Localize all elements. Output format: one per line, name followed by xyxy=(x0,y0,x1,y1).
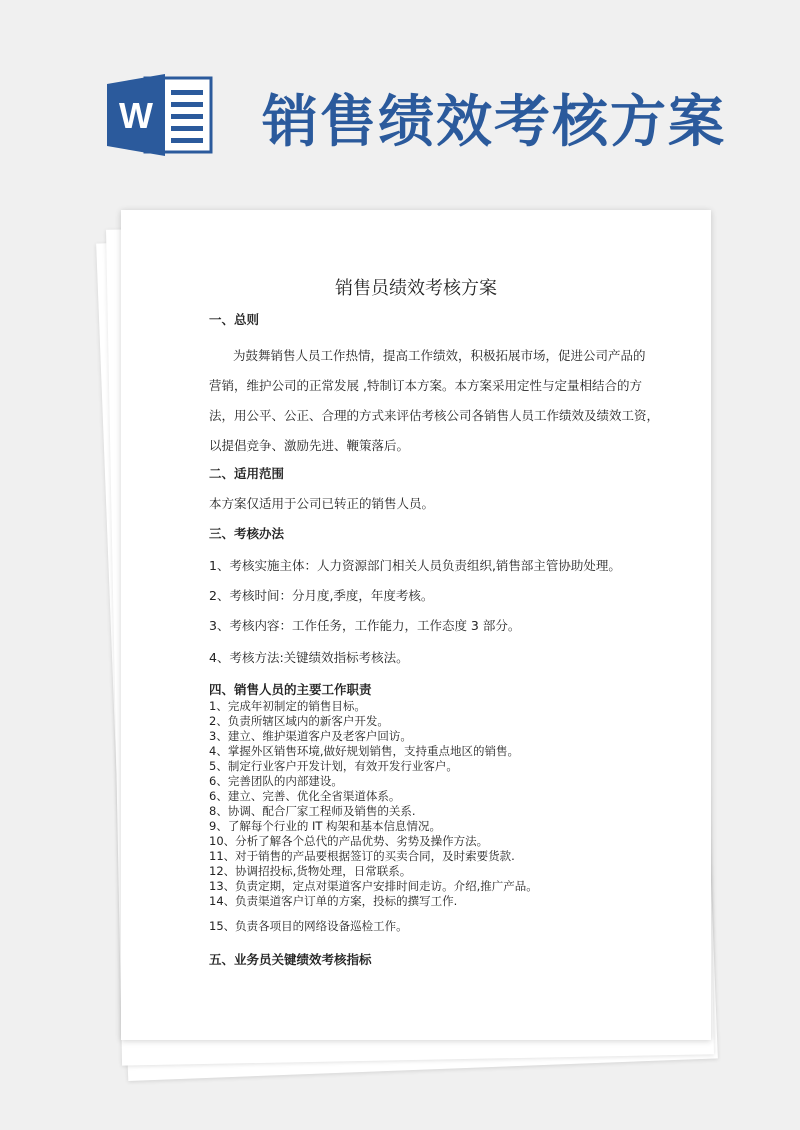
list-item: 2、考核时间：分月度,季度，年度考核。 xyxy=(209,588,434,603)
list-item: 14、负责渠道客户订单的方案，投标的撰写工作. xyxy=(209,894,458,908)
section-heading: 四、销售人员的主要工作职责 xyxy=(209,682,372,697)
banner-title: 销售绩效考核方案 xyxy=(262,90,726,155)
word-document-icon xyxy=(107,72,215,158)
section-heading: 二、适用范围 xyxy=(209,466,285,481)
list-item: 2、负责所辖区域内的新客户开发。 xyxy=(209,714,389,728)
list-item: 6、完善团队的内部建设。 xyxy=(209,774,343,788)
list-item: 1、完成年初制定的销售目标。 xyxy=(209,699,366,713)
list-item: 5、制定行业客户开发计划，有效开发行业客户。 xyxy=(209,759,458,773)
list-item: 4、掌握外区销售环境,做好规划销售，支持重点地区的销售。 xyxy=(209,744,519,758)
list-item: 12、协调招投标,货物处理，日常联系。 xyxy=(209,864,412,878)
word-logo-letter: W xyxy=(119,95,153,136)
list-item: 9、了解每个行业的 IT 构架和基本信息情况。 xyxy=(209,819,442,833)
list-item: 15、负责各项目的网络设备巡检工作。 xyxy=(209,919,408,933)
list-item: 6、建立、完善、优化全省渠道体系。 xyxy=(209,789,401,803)
paragraph-line: 以提倡竞争、激励先进、鞭策落后。 xyxy=(209,438,410,453)
section-heading: 一、总则 xyxy=(209,312,260,327)
list-item: 10、分析了解各个总代的产品优势、劣势及操作方法。 xyxy=(209,834,489,848)
section-heading: 三、考核办法 xyxy=(209,526,285,541)
paragraph-line: 营销，维护公司的正常发展 ,特制订本方案。本方案采用定性与定量相结合的方 xyxy=(209,378,642,393)
document-page xyxy=(121,210,711,1040)
list-item: 11、对于销售的产品要根据签订的买卖合同，及时索要货款. xyxy=(209,849,515,863)
document-title: 销售员绩效考核方案 xyxy=(335,278,497,299)
list-item: 3、建立、维护渠道客户及老客户回访。 xyxy=(209,729,412,743)
paragraph-line: 法，用公平、公正、合理的方式来评估考核公司各销售人员工作绩效及绩效工资， xyxy=(209,408,660,423)
list-item: 13、负责定期，定点对渠道客户安排时间走访。介绍,推广产品。 xyxy=(209,879,538,893)
paragraph-line: 本方案仅适用于公司已转正的销售人员。 xyxy=(209,496,435,511)
list-item: 8、协调、配合厂家工程师及销售的关系. xyxy=(209,804,416,818)
paragraph-line: 为鼓舞销售人员工作热情，提高工作绩效，积极拓展市场，促进公司产品的 xyxy=(233,348,646,363)
list-item: 3、考核内容：工作任务，工作能力，工作态度 3 部分。 xyxy=(209,618,521,633)
list-item: 4、考核方法:关键绩效指标考核法。 xyxy=(209,650,409,665)
list-item: 1、考核实施主体：人力资源部门相关人员负责组织,销售部主管协助处理。 xyxy=(209,558,621,573)
section-heading: 五、业务员关键绩效考核指标 xyxy=(209,952,372,967)
